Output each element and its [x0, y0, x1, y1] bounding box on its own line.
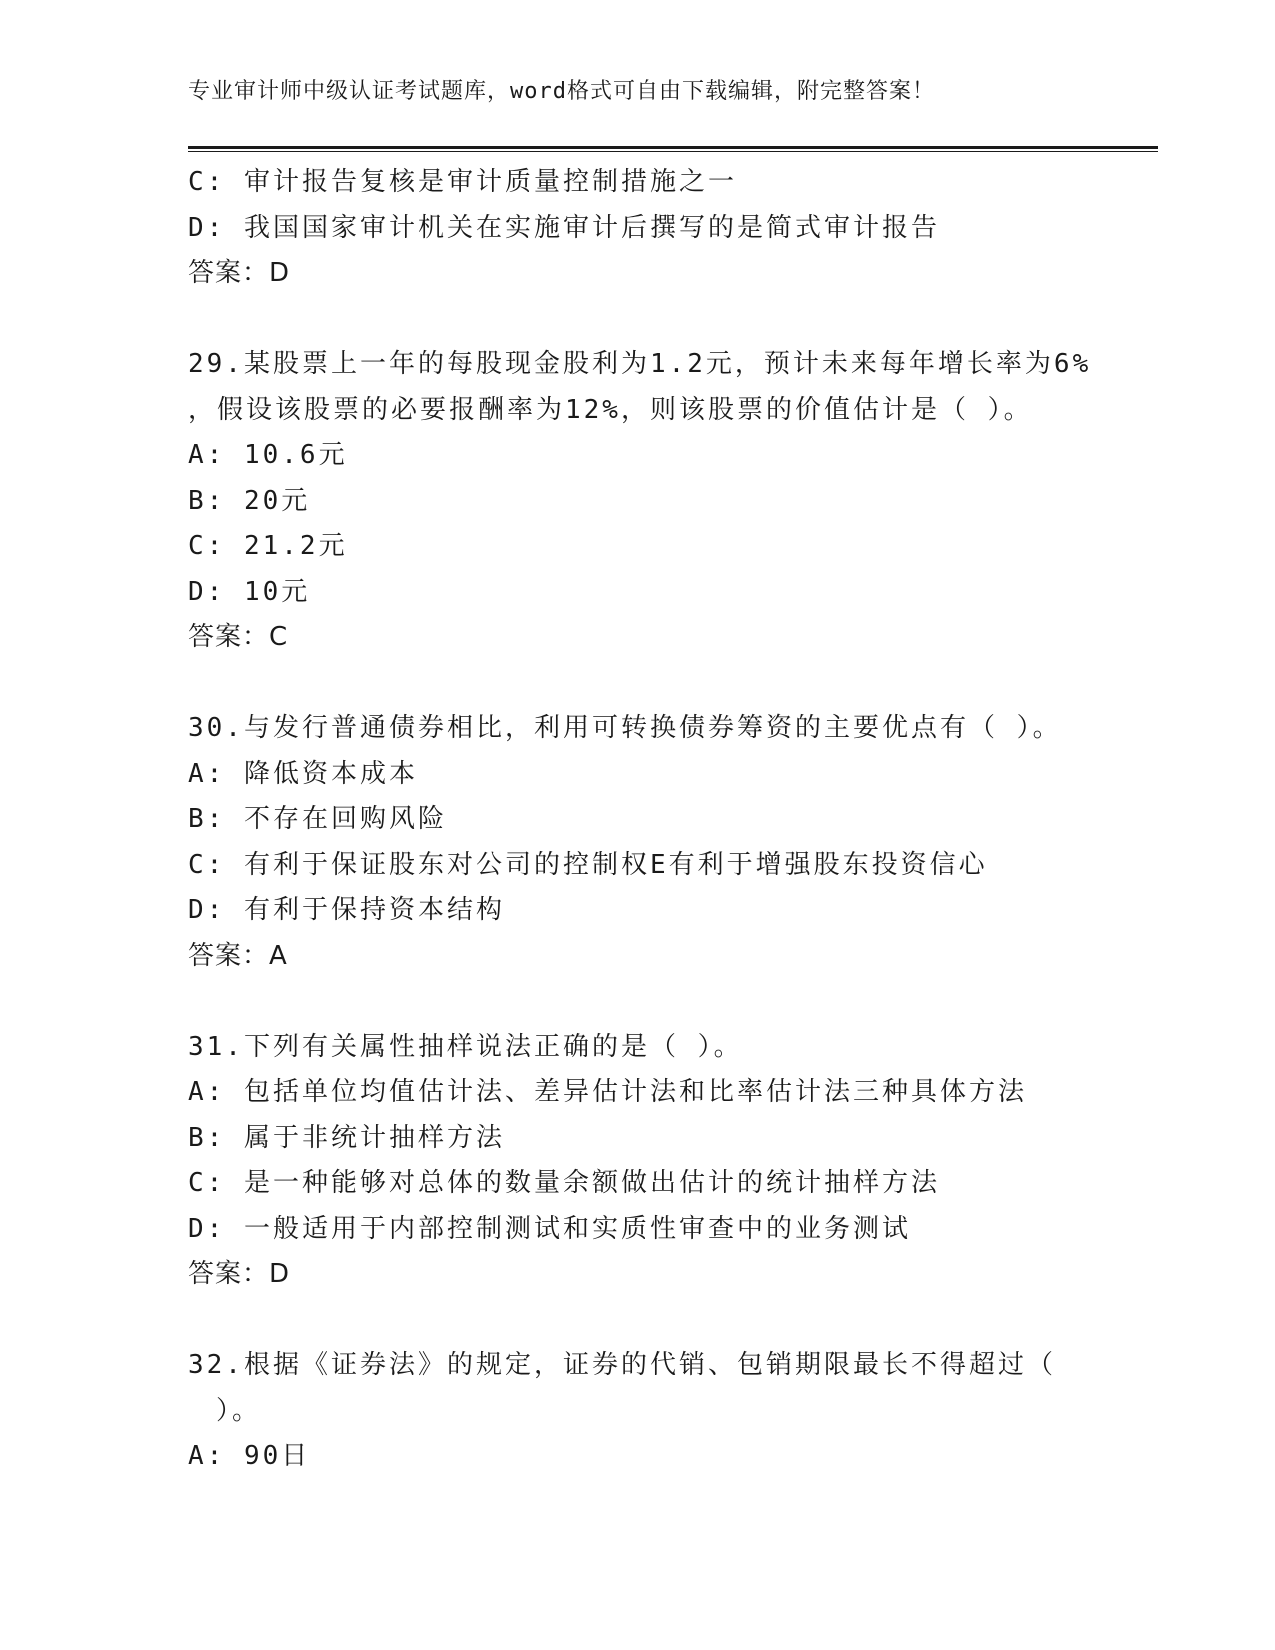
option-line: D: 有利于保持资本结构: [188, 895, 505, 925]
option-line: B: 不存在回购风险: [188, 804, 447, 834]
question-stem: 32.根据《证券法》的规定，证券的代销、包销期限最长不得超过（: [188, 1350, 1056, 1380]
option-line: C: 审计报告复核是审计质量控制措施之一: [188, 167, 737, 197]
header-rule-thin: [188, 151, 1158, 152]
option-line: C: 有利于保证股东对公司的控制权E有利于增强股东投资信心: [188, 849, 988, 880]
question-stem: 31.下列有关属性抽样说法正确的是（ ）。: [188, 1031, 743, 1062]
option-line: B: 属于非统计抽样方法: [188, 1122, 505, 1153]
answer-line: 答案：A: [188, 940, 288, 971]
option-line: A: 90日: [188, 1441, 311, 1471]
answer-line: 答案：D: [188, 1259, 291, 1289]
question-stem: ，假设该股票的必要报酬率为12%，则该股票的价值估计是（ ）。: [188, 394, 1033, 425]
page-header: 专业审计师中级认证考试题库，word格式可自由下载编辑，附完整答案！: [188, 79, 935, 104]
answer-line: 答案：C: [188, 622, 289, 652]
option-line: D: 一般适用于内部控制测试和实质性审查中的业务测试: [188, 1213, 911, 1244]
question-stem: 29.某股票上一年的每股现金股利为1.2元，预计未来每年增长率为6%: [188, 349, 1092, 379]
option-line: D: 我国国家审计机关在实施审计后撰写的是简式审计报告: [188, 212, 940, 243]
option-line: C: 21.2元: [188, 531, 348, 561]
option-line: A: 降低资本成本: [188, 758, 418, 789]
option-line: A: 10.6元: [188, 440, 348, 470]
option-line: A: 包括单位均值估计法、差异估计法和比率估计法三种具体方法: [188, 1077, 1027, 1107]
question-stem: ）。: [216, 1395, 262, 1426]
header-rule-thick: [188, 146, 1158, 149]
answer-line: 答案：D: [188, 258, 291, 288]
question-content: [188, 160, 1148, 1480]
option-line: B: 20元: [188, 485, 311, 516]
option-line: C: 是一种能够对总体的数量余额做出估计的统计抽样方法: [188, 1168, 940, 1198]
option-line: D: 10元: [188, 576, 311, 607]
question-stem: 30.与发行普通债券相比，利用可转换债券筹资的主要优点有（ ）。: [188, 713, 1062, 743]
